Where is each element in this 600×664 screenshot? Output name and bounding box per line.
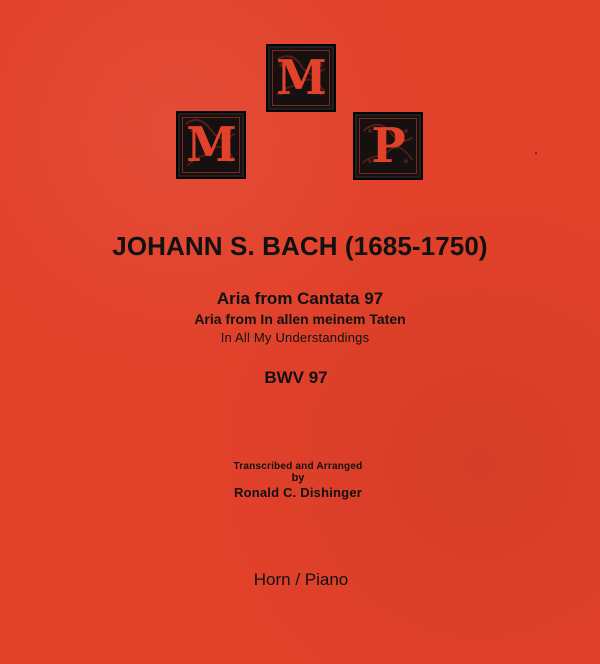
arranger-name: Ronald C. Dishinger: [233, 485, 363, 500]
logo-letter-3: P: [371, 118, 405, 174]
credit-by-line: by: [291, 472, 305, 484]
composer-title: JOHANN S. BACH (1685-1750): [112, 231, 488, 261]
logo-letter-1: M: [186, 117, 236, 173]
work-subtitle-german: Aria from In allen meinem Taten: [194, 311, 406, 327]
work-title: Aria from Cantata 97: [216, 289, 384, 308]
ornamental-letter-m-icon: [266, 44, 336, 112]
ornamental-letter-p-icon: [353, 112, 423, 180]
printing-speck: [535, 152, 537, 154]
logo-letter-2: M: [276, 50, 326, 106]
instrumentation-label: Horn / Piano: [253, 570, 349, 589]
credit-role-line: Transcribed and Arranged: [233, 461, 363, 472]
catalog-number: BWV 97: [264, 368, 328, 387]
ornamental-letter-m-icon: [176, 111, 246, 179]
work-subtitle-english: In All My Understandings: [220, 330, 370, 345]
